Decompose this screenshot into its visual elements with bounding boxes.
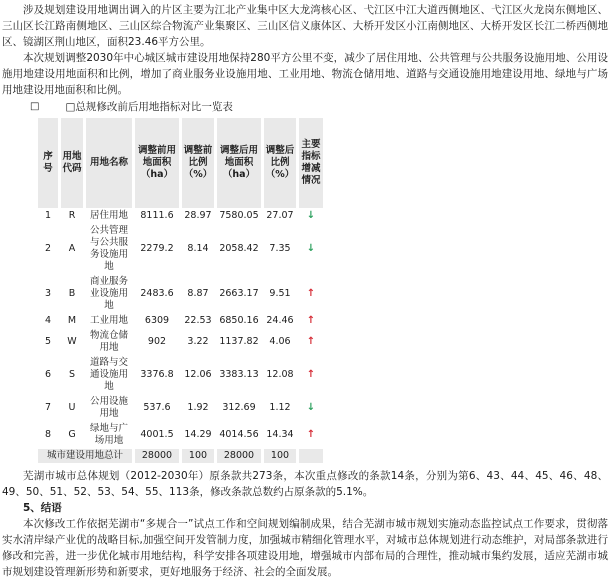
table-caption-line [30, 99, 608, 115]
cell-name: 工业用地 [89, 315, 128, 326]
cell-area-after: 2663.17 [219, 288, 259, 299]
paragraph-land-changes: 本次规划调整2030年中心城区城市建设用地保持280平方公里不变，减少了居住用地、公共管理与公共服务设施用地、公用设施用地建设用地面积和比例，增加了商业服务业设施用地、工业用地、物流仓储用地、道路与交通设施用地建设用地、绿地与广场用地建设用地面积和比例。 [2, 52, 608, 96]
paragraph-conclusion: 本次修改工作依据芜湖市“多规合一”试点工作和空间规划编制成果，结合芜湖市城市规划实施动态监控试点工作要求，贯彻落实水清岸绿产业优的战略目标,加强空间开发管制力度，加强城市精细化管理水平，对城市总体规划进行动态维护，对局部条款进行修改和完善，进一步优化城市用地结构，科学安排各项建设用地，增强城市内部布局的合理性，推动城市集约发展，适应芜湖市城市规划建设管理新形势和新要求，更好地服务于经济、社会的全面发展。 [2, 518, 608, 578]
cell-trend [299, 395, 323, 421]
table-row [38, 275, 323, 313]
table-row [38, 395, 323, 421]
paragraph-adjustment-areas: 涉及规划建设用地调出调入的片区主要为江北产业集中区大龙湾核心区、弋江区中江大道西侧地区、弋江区火龙岗东侧地区、三山区长江路南侧地区、三山区综合物流产业集聚区、三山区信义康体区、大桥开发区小江南侧地区、大桥开发区长江二桥西侧地区、镜湖区荆山地区，面积23.46平方公里。 [2, 4, 608, 48]
cell-area-before: 6309 [144, 315, 170, 326]
cell-area-after: 2058.42 [219, 243, 259, 254]
cell-trend [299, 422, 323, 448]
trend-arrow-icon: ↑ [306, 369, 316, 380]
cell-trend [299, 329, 323, 355]
cell-area-after: 1137.82 [219, 336, 259, 347]
cell-area-before: 8111.6 [140, 210, 174, 221]
cell-ratio-after: 9.51 [269, 288, 291, 299]
cell-total-label: 城市建设用地总计 [38, 449, 132, 463]
header-land-name: 用地名称 [86, 118, 132, 208]
cell-ratio-after: 1.12 [269, 402, 291, 413]
table-row [38, 356, 323, 394]
table-header-row [38, 118, 323, 208]
cell-code: R [68, 210, 76, 221]
cell-area-after: 6850.16 [219, 315, 259, 326]
cell-total-trend [299, 449, 323, 463]
trend-arrow-icon: ↑ [306, 288, 316, 299]
table-caption: □总规修改前后用地指标对比一览表 [65, 101, 233, 113]
cell-code: G [68, 429, 76, 440]
cell-total-ratio-before: 100 [182, 449, 214, 463]
trend-arrow-icon: ↓ [306, 402, 316, 413]
cell-ratio-before: 8.87 [187, 288, 209, 299]
cell-total-area-after: 28000 [217, 449, 261, 463]
cell-area-before: 2279.2 [140, 243, 174, 254]
trend-arrow-icon: ↑ [306, 429, 316, 440]
cell-code: S [68, 369, 76, 380]
cell-ratio-before: 28.97 [184, 210, 212, 221]
cell-ratio-after: 14.34 [266, 429, 294, 440]
cell-total-area-before: 28000 [135, 449, 179, 463]
header-serial: 序号 [38, 118, 58, 208]
cell-ratio-after: 4.06 [269, 336, 291, 347]
header-ratio-after: 调整后比例（%） [264, 118, 296, 208]
cell-trend [299, 275, 323, 313]
cell-trend [299, 224, 323, 274]
cell-area-after: 7580.05 [219, 210, 259, 221]
header-area-after: 调整后用地面积（ha） [217, 118, 261, 208]
paragraph-clause-revisions: 芜湖市城市总体规划（2012-2030年）原条款共273条，本次重点修改的条款14条，分别为第6、43、44、45、46、48、49、50、51、52、53、54、55、113条，修改条款总数约占原条款的5.1%。 [2, 470, 608, 498]
cell-name: 商业服务业设施用地 [89, 276, 128, 311]
cell-serial: 6 [44, 369, 52, 380]
cell-code: U [68, 402, 76, 413]
cell-area-before: 2483.6 [140, 288, 174, 299]
cell-total-ratio-after: 100 [264, 449, 296, 463]
cell-name: 居住用地 [89, 210, 128, 221]
trend-arrow-icon: ↑ [306, 315, 316, 326]
cell-ratio-after: 12.08 [266, 369, 294, 380]
cell-area-before: 902 [147, 336, 167, 347]
cell-area-after: 312.69 [222, 402, 256, 413]
cell-ratio-before: 14.29 [184, 429, 212, 440]
cell-name: 物流仓储用地 [89, 330, 128, 353]
cell-trend [299, 356, 323, 394]
cell-area-after: 4014.56 [219, 429, 259, 440]
table-row [38, 329, 323, 355]
header-ratio-before: 调整前比例（%） [182, 118, 214, 208]
cell-name: 公用设施用地 [89, 396, 128, 419]
cell-trend [299, 314, 323, 328]
cell-ratio-before: 8.14 [187, 243, 209, 254]
cell-ratio-before: 1.92 [187, 402, 209, 413]
cell-code: W [67, 336, 77, 347]
cell-name: 公共管理与公共服务设施用地 [89, 225, 128, 272]
trend-arrow-icon: ↓ [306, 210, 316, 221]
table-row [38, 422, 323, 448]
cell-name: 道路与交通设施用地 [89, 357, 128, 392]
table-total-row [38, 449, 323, 463]
cell-area-before: 4001.5 [140, 429, 174, 440]
cell-serial: 3 [44, 288, 52, 299]
cell-area-before: 537.6 [143, 402, 171, 413]
square-placeholder-icon: □ [30, 101, 40, 112]
cell-serial: 1 [44, 210, 52, 221]
cell-trend [299, 209, 323, 223]
cell-ratio-before: 3.22 [187, 336, 209, 347]
cell-serial: 5 [44, 336, 52, 347]
cell-area-after: 3383.13 [219, 369, 259, 380]
cell-serial: 8 [44, 429, 52, 440]
cell-area-before: 3376.8 [140, 369, 174, 380]
trend-arrow-icon: ↑ [306, 336, 316, 347]
cell-serial: 2 [44, 243, 52, 254]
cell-ratio-after: 24.46 [266, 315, 294, 326]
cell-ratio-before: 12.06 [184, 369, 212, 380]
cell-ratio-before: 22.53 [184, 315, 212, 326]
section-heading-conclusion: 5、结语 [23, 502, 62, 514]
cell-code: B [68, 288, 76, 299]
cell-ratio-after: 27.07 [266, 210, 294, 221]
land-use-comparison-table [35, 117, 326, 464]
header-trend: 主要指标增减情况 [299, 118, 323, 208]
cell-serial: 4 [44, 315, 52, 326]
header-land-code: 用地代码 [61, 118, 83, 208]
table-row [38, 314, 323, 328]
cell-code: M [67, 315, 77, 326]
table-row [38, 224, 323, 274]
cell-serial: 7 [44, 402, 52, 413]
table-row [38, 209, 323, 223]
cell-ratio-after: 7.35 [269, 243, 291, 254]
header-area-before: 调整前用地面积（ha） [135, 118, 179, 208]
cell-name: 绿地与广场用地 [89, 423, 128, 446]
cell-code: A [68, 243, 76, 254]
trend-arrow-icon: ↓ [306, 243, 316, 254]
